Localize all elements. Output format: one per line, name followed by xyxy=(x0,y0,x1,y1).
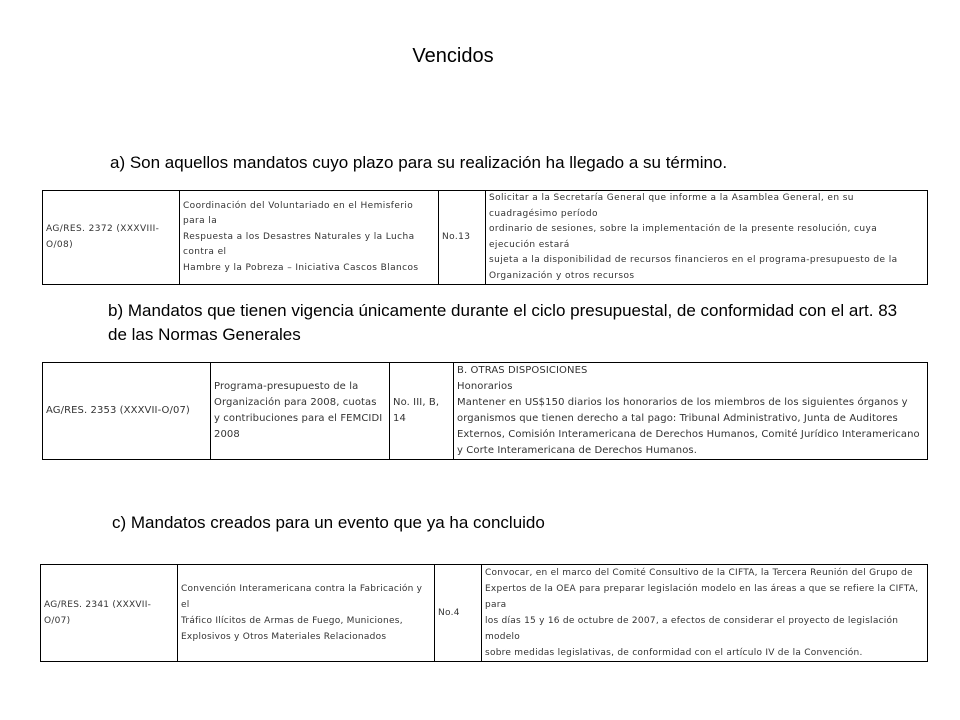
reference-cell: No. III, B, 14 xyxy=(390,363,454,460)
reference-cell: No.4 xyxy=(435,565,482,662)
mandate-cell: Convocar, en el marco del Comité Consultivo de la CIFTA, la Tercera Reunión del Grupo de Expertos de la OEA para preparar legislación modelo en las áreas a que se refiere la CIFTA, para los días 15 y 16 de octubre de 2007, a efectos de considerar el proyecto de legislación modelo sobre medidas legislativas, de conformidad con el artículo IV de la Convención. xyxy=(482,565,928,662)
subject-cell: Coordinación del Voluntariado en el Hemisferio para la Respuesta a los Desastres Naturales y la Lucha contra el Hambre y la Pobreza – Iniciativa Cascos Blancos xyxy=(180,191,439,285)
table-row xyxy=(43,363,928,460)
section-b-heading: b) Mandatos que tienen vigencia únicamente durante el ciclo presupuestal, de conformidad con el art. 83 de las Normas Generales xyxy=(108,301,898,344)
section-c-table xyxy=(40,564,928,662)
table-row xyxy=(43,191,928,285)
section-c-heading: c) Mandatos creados para un evento que ya ha concluido xyxy=(112,513,545,532)
section-b-table xyxy=(42,362,928,460)
section-a-table xyxy=(42,190,928,285)
section-a-heading: a) Son aquellos mandatos cuyo plazo para su realización ha llegado a su término. xyxy=(110,153,728,172)
page-title: Vencidos xyxy=(412,45,494,67)
resolution-cell: AG/RES. 2353 (XXXVII-O/07) xyxy=(43,363,211,460)
table-row xyxy=(41,565,928,662)
resolution-cell: AG/RES. 2341 (XXXVII-O/07) xyxy=(41,565,178,662)
mandate-cell: B. OTRAS DISPOSICIONES Honorarios Mantener en US$150 diarios los honorarios de los miembros de los siguientes órganos y organismos que tienen derecho a tal pago: Tribunal Administrativo, Junta de Auditores Externos, Comisión Interamericana de Derechos Humanos, Comité Jurídico Interamericano y Corte Interamericana de Derechos Humanos. xyxy=(454,363,928,460)
mandate-cell: Solicitar a la Secretaría General que informe a la Asamblea General, en su cuadragésimo período ordinario de sesiones, sobre la implementación de la presente resolución, cuya ejecución estará sujeta a la disponibilidad de recursos financieros en el programa-presupuesto de la Organización y otros recursos xyxy=(486,191,928,285)
reference-cell: No.13 xyxy=(439,191,486,285)
resolution-cell: AG/RES. 2372 (XXXVIII-O/08) xyxy=(43,191,180,285)
subject-cell: Convención Interamericana contra la Fabricación y el Tráfico Ilícitos de Armas de Fuego, Municiones, Explosivos y Otros Materiales Relacionados xyxy=(178,565,435,662)
subject-cell: Programa-presupuesto de la Organización para 2008, cuotas y contribuciones para el FEMCIDI 2008 xyxy=(211,363,390,460)
